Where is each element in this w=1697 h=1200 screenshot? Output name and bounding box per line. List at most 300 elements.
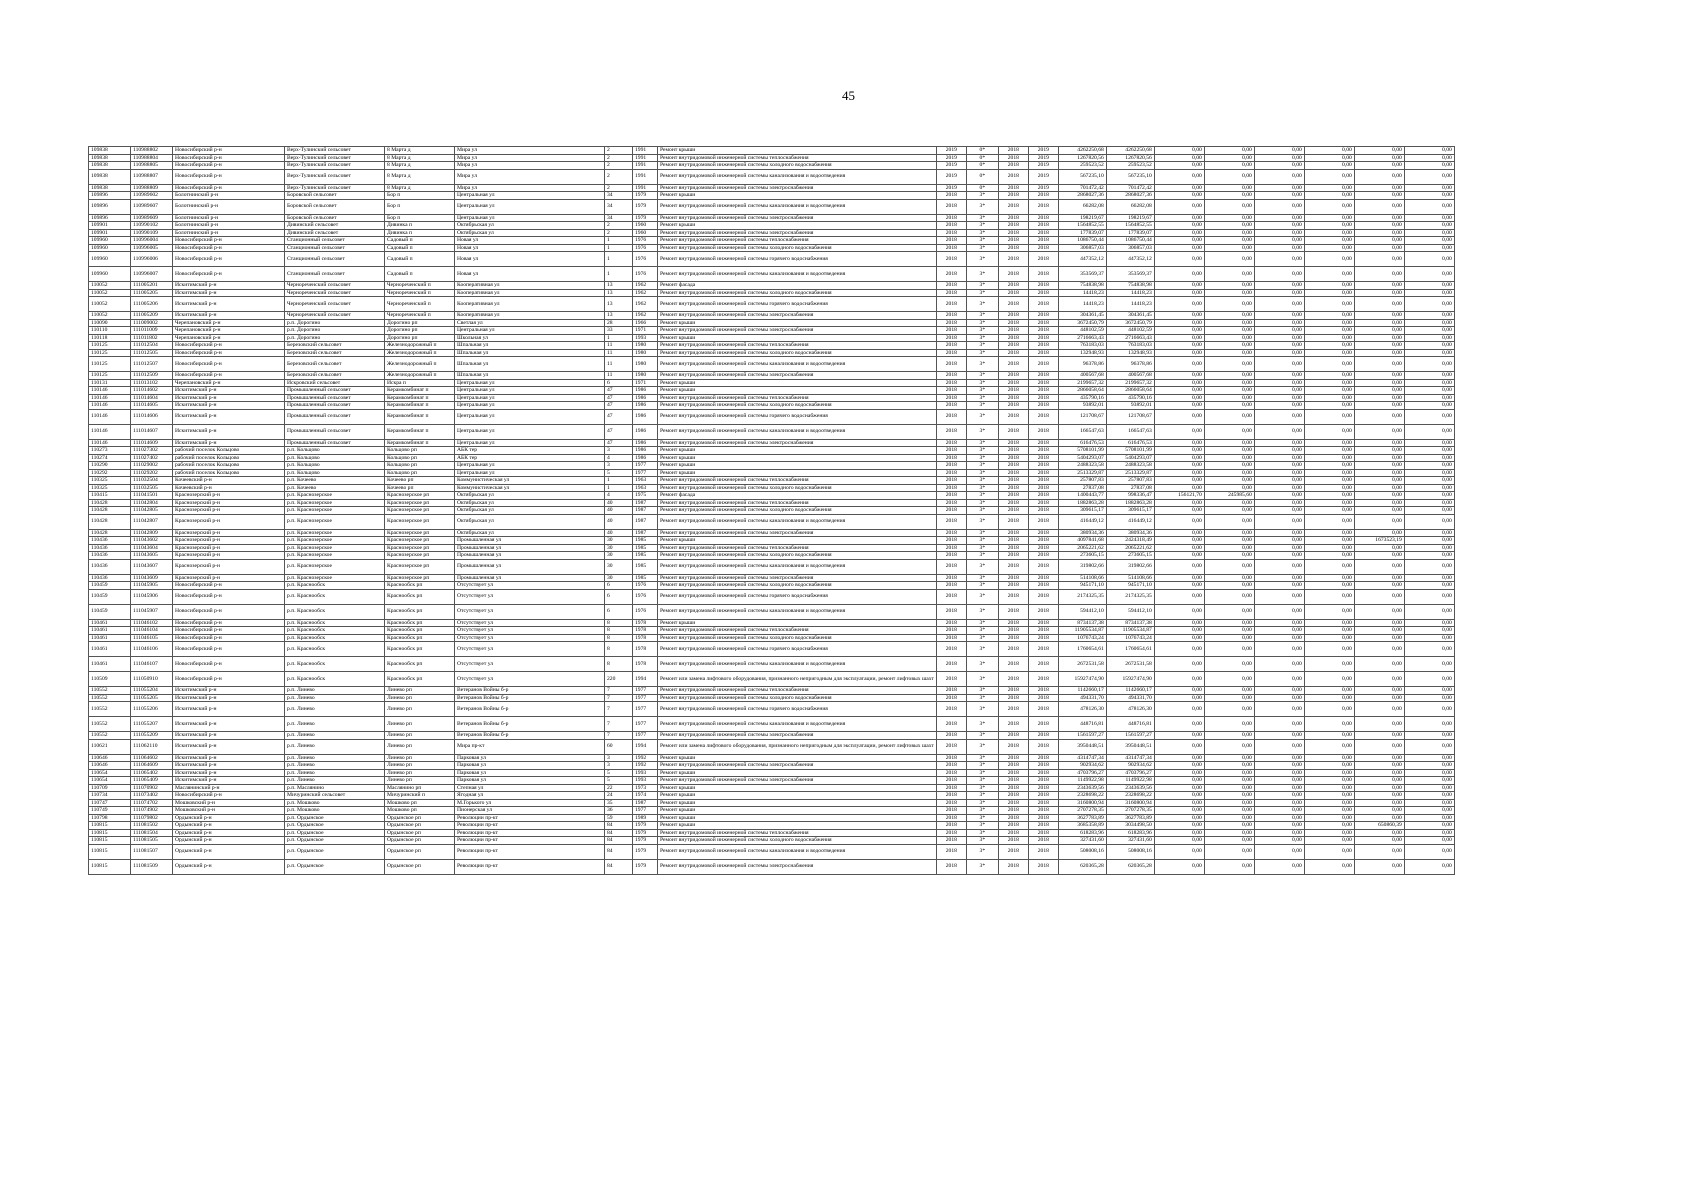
table-cell: 6 bbox=[605, 582, 633, 590]
table-cell: 2866058,64 bbox=[1106, 387, 1154, 395]
table-cell: 0,00 bbox=[1254, 634, 1304, 642]
table-cell: 2019 bbox=[1028, 162, 1058, 170]
table-cell: 0,00 bbox=[1254, 529, 1304, 537]
table-cell: 0,00 bbox=[1304, 762, 1354, 770]
table-cell: Октябрьская ул bbox=[455, 499, 605, 507]
table-cell: Ордынское рп bbox=[385, 814, 455, 822]
table-cell: 0,00 bbox=[1254, 184, 1304, 192]
table-cell: 2174325,35 bbox=[1058, 589, 1106, 604]
table-cell: 1979 bbox=[633, 837, 658, 845]
table-cell: Промышленный сельсовет bbox=[285, 387, 385, 395]
table-cell: 47 bbox=[605, 394, 633, 402]
table-cell: 0,00 bbox=[1204, 844, 1254, 859]
table-cell: 109838 bbox=[89, 169, 131, 184]
table-cell: 0,00 bbox=[1254, 469, 1304, 477]
table-row bbox=[89, 342, 1455, 350]
table-cell: 111045906 bbox=[131, 589, 173, 604]
table-cell: 110815 bbox=[89, 829, 131, 837]
table-cell: 0,00 bbox=[1254, 769, 1304, 777]
table-cell: 8 Марта д bbox=[385, 162, 455, 170]
table-cell: 2018 bbox=[1028, 657, 1058, 672]
table-cell: 0,00 bbox=[1254, 829, 1304, 837]
table-cell: 0,00 bbox=[1404, 859, 1454, 874]
table-cell: 0,00 bbox=[1404, 777, 1454, 785]
table-cell: 2018 bbox=[1028, 619, 1058, 627]
table-cell: 3* bbox=[966, 267, 998, 282]
table-cell: 0,00 bbox=[1254, 222, 1304, 230]
table-cell: Боровской сельсовет bbox=[285, 214, 385, 222]
table-cell: 2018 bbox=[936, 387, 966, 395]
table-cell: 111012504 bbox=[131, 342, 173, 350]
table-cell: 2018 bbox=[936, 327, 966, 335]
table-cell: 3950448,51 bbox=[1106, 739, 1154, 754]
table-cell: 763183,03 bbox=[1058, 342, 1106, 350]
table-cell: 3* bbox=[966, 717, 998, 732]
table-cell: р.п. Краснозерское bbox=[285, 559, 385, 574]
table-cell: 0,00 bbox=[1354, 237, 1404, 245]
table-cell: 110436 bbox=[89, 552, 131, 560]
table-row bbox=[89, 814, 1455, 822]
table-cell: 110125 bbox=[89, 349, 131, 357]
table-row bbox=[89, 604, 1455, 619]
table-cell: р.п. Мошково bbox=[285, 799, 385, 807]
table-cell: 2018 bbox=[998, 822, 1028, 830]
table-cell: 0,00 bbox=[1154, 529, 1204, 537]
table-cell: Краснозерское рп bbox=[385, 574, 455, 582]
table-cell: 2018 bbox=[936, 559, 966, 574]
table-cell: 111012507 bbox=[131, 357, 173, 372]
table-cell: р.п. Линево bbox=[285, 687, 385, 695]
table-cell: Мира ул bbox=[455, 154, 605, 162]
table-cell: 3160800,94 bbox=[1106, 799, 1154, 807]
table-row bbox=[89, 222, 1455, 230]
table-cell: 110815 bbox=[89, 837, 131, 845]
table-cell: Керамкомбинат п bbox=[385, 394, 455, 402]
table-cell: 0,00 bbox=[1154, 379, 1204, 387]
table-cell: 0,00 bbox=[1404, 619, 1454, 627]
table-cell: Боровской сельсовет bbox=[285, 192, 385, 200]
table-cell: р.п. Краснообск bbox=[285, 619, 385, 627]
table-cell: Ветеранов Войны б-р bbox=[455, 732, 605, 740]
table-cell: 1086750,44 bbox=[1106, 237, 1154, 245]
table-row bbox=[89, 462, 1455, 470]
table-cell: 3* bbox=[966, 379, 998, 387]
table-cell: 0,00 bbox=[1404, 627, 1454, 635]
table-cell: 7 bbox=[605, 717, 633, 732]
table-cell: 2018 bbox=[936, 447, 966, 455]
table-cell: 0,00 bbox=[1204, 687, 1254, 695]
table-cell: Школьная ул bbox=[455, 334, 605, 342]
table-cell: 2018 bbox=[1028, 754, 1058, 762]
table-cell: Центральная ул bbox=[455, 214, 605, 222]
table-cell: 0,00 bbox=[1204, 484, 1254, 492]
table-cell: 2513329,87 bbox=[1106, 469, 1154, 477]
table-row bbox=[89, 574, 1455, 582]
table-cell: 0,00 bbox=[1254, 739, 1304, 754]
table-cell: 3* bbox=[966, 582, 998, 590]
table-cell: Бор п bbox=[385, 214, 455, 222]
table-cell: 111046107 bbox=[131, 657, 173, 672]
table-cell: 701472,42 bbox=[1058, 184, 1106, 192]
table-cell: 2 bbox=[605, 169, 633, 184]
table-cell: 0,00 bbox=[1404, 717, 1454, 732]
table-cell: 0,00 bbox=[1204, 814, 1254, 822]
table-cell: 0,00 bbox=[1404, 327, 1454, 335]
table-cell: 84 bbox=[605, 829, 633, 837]
table-cell: Краснозерский р-н bbox=[173, 529, 285, 537]
table-cell: 2018 bbox=[1028, 222, 1058, 230]
table-cell: 0,00 bbox=[1204, 739, 1254, 754]
table-cell: 0,00 bbox=[1154, 672, 1204, 687]
table-cell: 0,00 bbox=[1254, 289, 1304, 297]
table-cell: 110461 bbox=[89, 634, 131, 642]
table-cell: 0,00 bbox=[1354, 859, 1404, 874]
table-cell: 2018 bbox=[998, 799, 1028, 807]
table-cell: 0,00 bbox=[1154, 514, 1204, 529]
table-cell: 2018 bbox=[936, 484, 966, 492]
table-cell: Новосибирский р-н bbox=[173, 154, 285, 162]
table-cell: 0,00 bbox=[1354, 769, 1404, 777]
table-cell: Дивинский сельсовет bbox=[285, 222, 385, 230]
table-cell: Краснозерское рп bbox=[385, 507, 455, 515]
table-cell: 0,00 bbox=[1154, 694, 1204, 702]
table-cell: 1977 bbox=[633, 807, 658, 815]
table-row bbox=[89, 327, 1455, 335]
table-cell: 0,00 bbox=[1154, 447, 1204, 455]
table-cell: Революции пр-кт bbox=[455, 829, 605, 837]
table-cell: 0,00 bbox=[1204, 342, 1254, 350]
table-row bbox=[89, 807, 1455, 815]
table-cell: 1993 bbox=[633, 769, 658, 777]
table-cell: Черепановский р-н bbox=[173, 319, 285, 327]
table-cell: 2018 bbox=[1028, 357, 1058, 372]
table-cell: 111014602 bbox=[131, 387, 173, 395]
table-cell: 2018 bbox=[1028, 192, 1058, 200]
table-cell: 0* bbox=[966, 184, 998, 192]
table-cell: 0,00 bbox=[1354, 312, 1404, 320]
table-cell: 0,00 bbox=[1304, 672, 1354, 687]
table-cell: 0,00 bbox=[1304, 462, 1354, 470]
table-cell: 0,00 bbox=[1154, 289, 1204, 297]
table-cell: 353569,37 bbox=[1106, 267, 1154, 282]
table-cell: р.п. Ордынское bbox=[285, 814, 385, 822]
table-cell: 0,00 bbox=[1204, 762, 1254, 770]
table-cell: 2018 bbox=[998, 619, 1028, 627]
table-cell: Искитимский р-н bbox=[173, 777, 285, 785]
table-cell: Искитимский р-н bbox=[173, 769, 285, 777]
table-cell: 319802,66 bbox=[1058, 559, 1106, 574]
table-cell: 111081504 bbox=[131, 829, 173, 837]
table-cell: 2018 bbox=[1028, 574, 1058, 582]
table-cell: 0,00 bbox=[1254, 342, 1304, 350]
table-cell: Центральная ул bbox=[455, 439, 605, 447]
table-cell: 3* bbox=[966, 282, 998, 290]
table-cell: 1991 bbox=[633, 169, 658, 184]
table-cell: 0,00 bbox=[1154, 184, 1204, 192]
table-cell: р.п. Дорогино bbox=[285, 319, 385, 327]
table-cell: 0,00 bbox=[1404, 147, 1454, 155]
table-cell: 7 bbox=[605, 694, 633, 702]
table-cell: 2018 bbox=[1028, 829, 1058, 837]
table-cell: р.п. Краснообск bbox=[285, 634, 385, 642]
table-cell: 110621 bbox=[89, 739, 131, 754]
table-cell: 110290 bbox=[89, 462, 131, 470]
table-cell: 3* bbox=[966, 192, 998, 200]
table-cell: Краснообск рп bbox=[385, 582, 455, 590]
table-cell: 40 bbox=[605, 499, 633, 507]
table-cell: 2018 bbox=[936, 312, 966, 320]
table-cell: 110815 bbox=[89, 822, 131, 830]
table-cell: 0,00 bbox=[1154, 402, 1204, 410]
table-cell: 0,00 bbox=[1354, 799, 1404, 807]
table-cell: 2018 bbox=[936, 672, 966, 687]
table-cell: 3* bbox=[966, 762, 998, 770]
table-cell: 1977 bbox=[633, 694, 658, 702]
table-cell: 2018 bbox=[936, 732, 966, 740]
table-cell: Центральная ул bbox=[455, 424, 605, 439]
table-cell: 2018 bbox=[936, 582, 966, 590]
table-cell: 0,00 bbox=[1154, 477, 1204, 485]
table-cell: 2019 bbox=[1028, 184, 1058, 192]
table-cell: 0,00 bbox=[1254, 792, 1304, 800]
table-cell: Чернореченский сельсовет bbox=[285, 297, 385, 312]
table-cell: 448716,81 bbox=[1058, 717, 1106, 732]
table-cell: Дорогино рп bbox=[385, 327, 455, 335]
table-cell: 0,00 bbox=[1204, 312, 1254, 320]
table-cell: 0,00 bbox=[1304, 507, 1354, 515]
table-cell: 2018 bbox=[998, 169, 1028, 184]
table-cell: 110459 bbox=[89, 582, 131, 590]
table-cell: р.п. Кочеево bbox=[285, 477, 385, 485]
table-row bbox=[89, 544, 1455, 552]
table-cell: Ветеранов Войны б-р bbox=[455, 694, 605, 702]
table-cell: Новосибирский р-н bbox=[173, 672, 285, 687]
table-cell: 110798 bbox=[89, 814, 131, 822]
table-cell: 1976 bbox=[633, 252, 658, 267]
table-cell: Центральная ул bbox=[455, 387, 605, 395]
table-cell: 2199657,32 bbox=[1058, 379, 1106, 387]
table-cell: 0,00 bbox=[1154, 537, 1204, 545]
table-cell: 327431,60 bbox=[1106, 837, 1154, 845]
table-cell: 2018 bbox=[998, 642, 1028, 657]
table-cell: 1985 bbox=[633, 544, 658, 552]
table-cell: 0,00 bbox=[1404, 319, 1454, 327]
table-cell: Центральная ул bbox=[455, 394, 605, 402]
table-cell: 0,00 bbox=[1304, 499, 1354, 507]
table-cell: 2018 bbox=[936, 469, 966, 477]
table-cell: 11 bbox=[605, 357, 633, 372]
table-cell: 1980 bbox=[633, 372, 658, 380]
table-cell: 0,00 bbox=[1204, 627, 1254, 635]
table-cell: р.п. Кольцово bbox=[285, 454, 385, 462]
table-cell: Чернореченский сельсовет bbox=[285, 289, 385, 297]
table-cell: Искитимский р-н bbox=[173, 387, 285, 395]
table-cell: 1977 bbox=[633, 462, 658, 470]
table-cell: 0,00 bbox=[1154, 687, 1204, 695]
table-cell: 0,00 bbox=[1404, 559, 1454, 574]
table-cell: 0,00 bbox=[1304, 342, 1354, 350]
table-cell: 2018 bbox=[1028, 372, 1058, 380]
table-cell: 2018 bbox=[998, 717, 1028, 732]
table-cell: 0,00 bbox=[1404, 394, 1454, 402]
table-cell: 121708,67 bbox=[1058, 409, 1106, 424]
table-cell: 0,00 bbox=[1304, 634, 1354, 642]
table-cell: Ремонт внутридомовой инженерной системы горячего водоснабжения bbox=[658, 409, 937, 424]
table-cell: Новосибирский р-н bbox=[173, 342, 285, 350]
table-cell: 3* bbox=[966, 409, 998, 424]
table-cell: 2018 bbox=[1028, 394, 1058, 402]
table-cell: Центральная ул bbox=[455, 327, 605, 335]
table-cell: 0,00 bbox=[1254, 507, 1304, 515]
table-cell: 416449,12 bbox=[1058, 514, 1106, 529]
table-cell: Краснообск рп bbox=[385, 672, 455, 687]
table-cell: 14418,23 bbox=[1106, 289, 1154, 297]
table-cell: 0,00 bbox=[1354, 574, 1404, 582]
table-cell: Ремонт внутридомовой инженерной системы канализования и водоотведения bbox=[658, 604, 937, 619]
table-cell: 1977 bbox=[633, 687, 658, 695]
table-cell: рабочий поселок Кольцово bbox=[173, 454, 285, 462]
table-cell: 306857,03 bbox=[1058, 244, 1106, 252]
table-cell: 4262250,68 bbox=[1058, 147, 1106, 155]
table-cell: 1971 bbox=[633, 327, 658, 335]
table-cell: 0,00 bbox=[1154, 717, 1204, 732]
table-cell: 2018 bbox=[1028, 454, 1058, 462]
table-cell: 132948,93 bbox=[1106, 349, 1154, 357]
table-cell: р.п. Краснообск bbox=[285, 642, 385, 657]
table-cell: 2018 bbox=[936, 424, 966, 439]
table-cell: 0,00 bbox=[1354, 739, 1404, 754]
table-cell: 11 bbox=[605, 372, 633, 380]
table-cell: 0,00 bbox=[1204, 544, 1254, 552]
table-cell: 111032505 bbox=[131, 484, 173, 492]
table-cell: 3* bbox=[966, 237, 998, 245]
table-cell: 2018 bbox=[936, 642, 966, 657]
table-cell: 0,00 bbox=[1254, 672, 1304, 687]
table-cell: 2018 bbox=[1028, 837, 1058, 845]
table-cell: р.п. Краснообск bbox=[285, 589, 385, 604]
table-cell: 2018 bbox=[998, 574, 1028, 582]
table-cell: Ветеранов Войны б-р bbox=[455, 687, 605, 695]
table-cell: 3* bbox=[966, 777, 998, 785]
table-cell: 110988807 bbox=[131, 169, 173, 184]
table-cell: 111042804 bbox=[131, 499, 173, 507]
table-cell: 4314747,34 bbox=[1106, 754, 1154, 762]
table-cell: Ремонт внутридомовой инженерной системы электроснабжения bbox=[658, 312, 937, 320]
table-cell: 0,00 bbox=[1354, 507, 1404, 515]
table-cell: Краснозерский р-н bbox=[173, 559, 285, 574]
table-cell: 0,00 bbox=[1154, 297, 1204, 312]
table-cell: 0,00 bbox=[1354, 702, 1404, 717]
table-cell: Центральная ул bbox=[455, 199, 605, 214]
table-cell: 0,00 bbox=[1304, 297, 1354, 312]
table-cell: 110734 bbox=[89, 792, 131, 800]
table-cell: 0,00 bbox=[1404, 229, 1454, 237]
table-cell: 1980 bbox=[633, 349, 658, 357]
table-cell: Кочеевский р-н bbox=[173, 484, 285, 492]
table-cell: 0,00 bbox=[1304, 574, 1354, 582]
table-cell: 0,00 bbox=[1354, 267, 1404, 282]
table-cell: Мира ул bbox=[455, 162, 605, 170]
table-cell: 1974 bbox=[633, 792, 658, 800]
table-cell: 40 bbox=[605, 514, 633, 529]
table-cell: 111050910 bbox=[131, 672, 173, 687]
table-cell: 110988805 bbox=[131, 162, 173, 170]
table-cell: 2018 bbox=[998, 777, 1028, 785]
table-cell: 0,00 bbox=[1204, 447, 1254, 455]
table-cell: 2018 bbox=[1028, 799, 1058, 807]
table-cell: Дорогино рп bbox=[385, 319, 455, 327]
table-cell: Ордынский р-н bbox=[173, 859, 285, 874]
table-cell: 110988804 bbox=[131, 154, 173, 162]
table-cell: 110646 bbox=[89, 754, 131, 762]
table-cell: 14418,23 bbox=[1106, 297, 1154, 312]
table-cell: Ремонт крыши bbox=[658, 807, 937, 815]
table-cell: Железнодорожный п bbox=[385, 342, 455, 350]
table-cell: 0* bbox=[966, 169, 998, 184]
table-cell: Ремонт крыши bbox=[658, 147, 937, 155]
table-cell: 3* bbox=[966, 319, 998, 327]
table-cell: р.п. Линево bbox=[285, 769, 385, 777]
table-cell: 27837,08 bbox=[1106, 484, 1154, 492]
table-cell: Чернореченский п bbox=[385, 297, 455, 312]
table-cell: 109838 bbox=[89, 162, 131, 170]
table-cell: 0,00 bbox=[1154, 754, 1204, 762]
table-cell: 0,00 bbox=[1254, 357, 1304, 372]
table-cell: 110436 bbox=[89, 574, 131, 582]
table-cell: 0,00 bbox=[1404, 844, 1454, 859]
table-cell: 0,00 bbox=[1304, 582, 1354, 590]
table-cell: р.п. Кочеево bbox=[285, 484, 385, 492]
table-cell: 110989607 bbox=[131, 199, 173, 214]
table-row bbox=[89, 402, 1455, 410]
table-cell: 13 bbox=[605, 312, 633, 320]
table-cell: Чернореченский сельсовет bbox=[285, 312, 385, 320]
table-cell: Ремонт внутридомовой инженерной системы теплоснабжения bbox=[658, 627, 937, 635]
table-cell: 111014606 bbox=[131, 409, 173, 424]
table-cell: Линево рп bbox=[385, 762, 455, 770]
table-cell: 111014604 bbox=[131, 394, 173, 402]
table-cell: 111013102 bbox=[131, 379, 173, 387]
table-cell: Ремонт внутридомовой инженерной системы электроснабжения bbox=[658, 184, 937, 192]
table-cell: р.п. Ордынское bbox=[285, 859, 385, 874]
table-cell: 0,00 bbox=[1254, 394, 1304, 402]
table-cell: р.п. Краснозерское bbox=[285, 544, 385, 552]
table-cell: 14418,23 bbox=[1058, 297, 1106, 312]
table-row bbox=[89, 214, 1455, 222]
table-row bbox=[89, 529, 1455, 537]
table-cell: 2018 bbox=[936, 859, 966, 874]
table-cell: Ремонт внутридомовой инженерной системы канализования и водоотведения bbox=[658, 514, 937, 529]
table-cell: 2018 bbox=[936, 829, 966, 837]
table-cell: Краснозерское рп bbox=[385, 529, 455, 537]
table-cell: 0,00 bbox=[1404, 807, 1454, 815]
table-cell: 400567,68 bbox=[1106, 372, 1154, 380]
table-cell: 0,00 bbox=[1204, 439, 1254, 447]
table-cell: р.п. Линево bbox=[285, 754, 385, 762]
table-cell: Черепановский р-н bbox=[173, 379, 285, 387]
table-cell: 259523,52 bbox=[1058, 162, 1106, 170]
table-cell: Искитимский р-н bbox=[173, 702, 285, 717]
table-cell: р.п. Линево bbox=[285, 762, 385, 770]
table-cell: 2018 bbox=[1028, 784, 1058, 792]
table-cell: Ремонт внутридомовой инженерной системы холодного водоснабжения bbox=[658, 484, 937, 492]
table-cell: 2018 bbox=[998, 334, 1028, 342]
table-cell: 0,00 bbox=[1354, 379, 1404, 387]
table-cell: 0,00 bbox=[1254, 859, 1304, 874]
table-cell: 110654 bbox=[89, 777, 131, 785]
table-cell: 111042805 bbox=[131, 507, 173, 515]
table-cell: 1991 bbox=[633, 147, 658, 155]
